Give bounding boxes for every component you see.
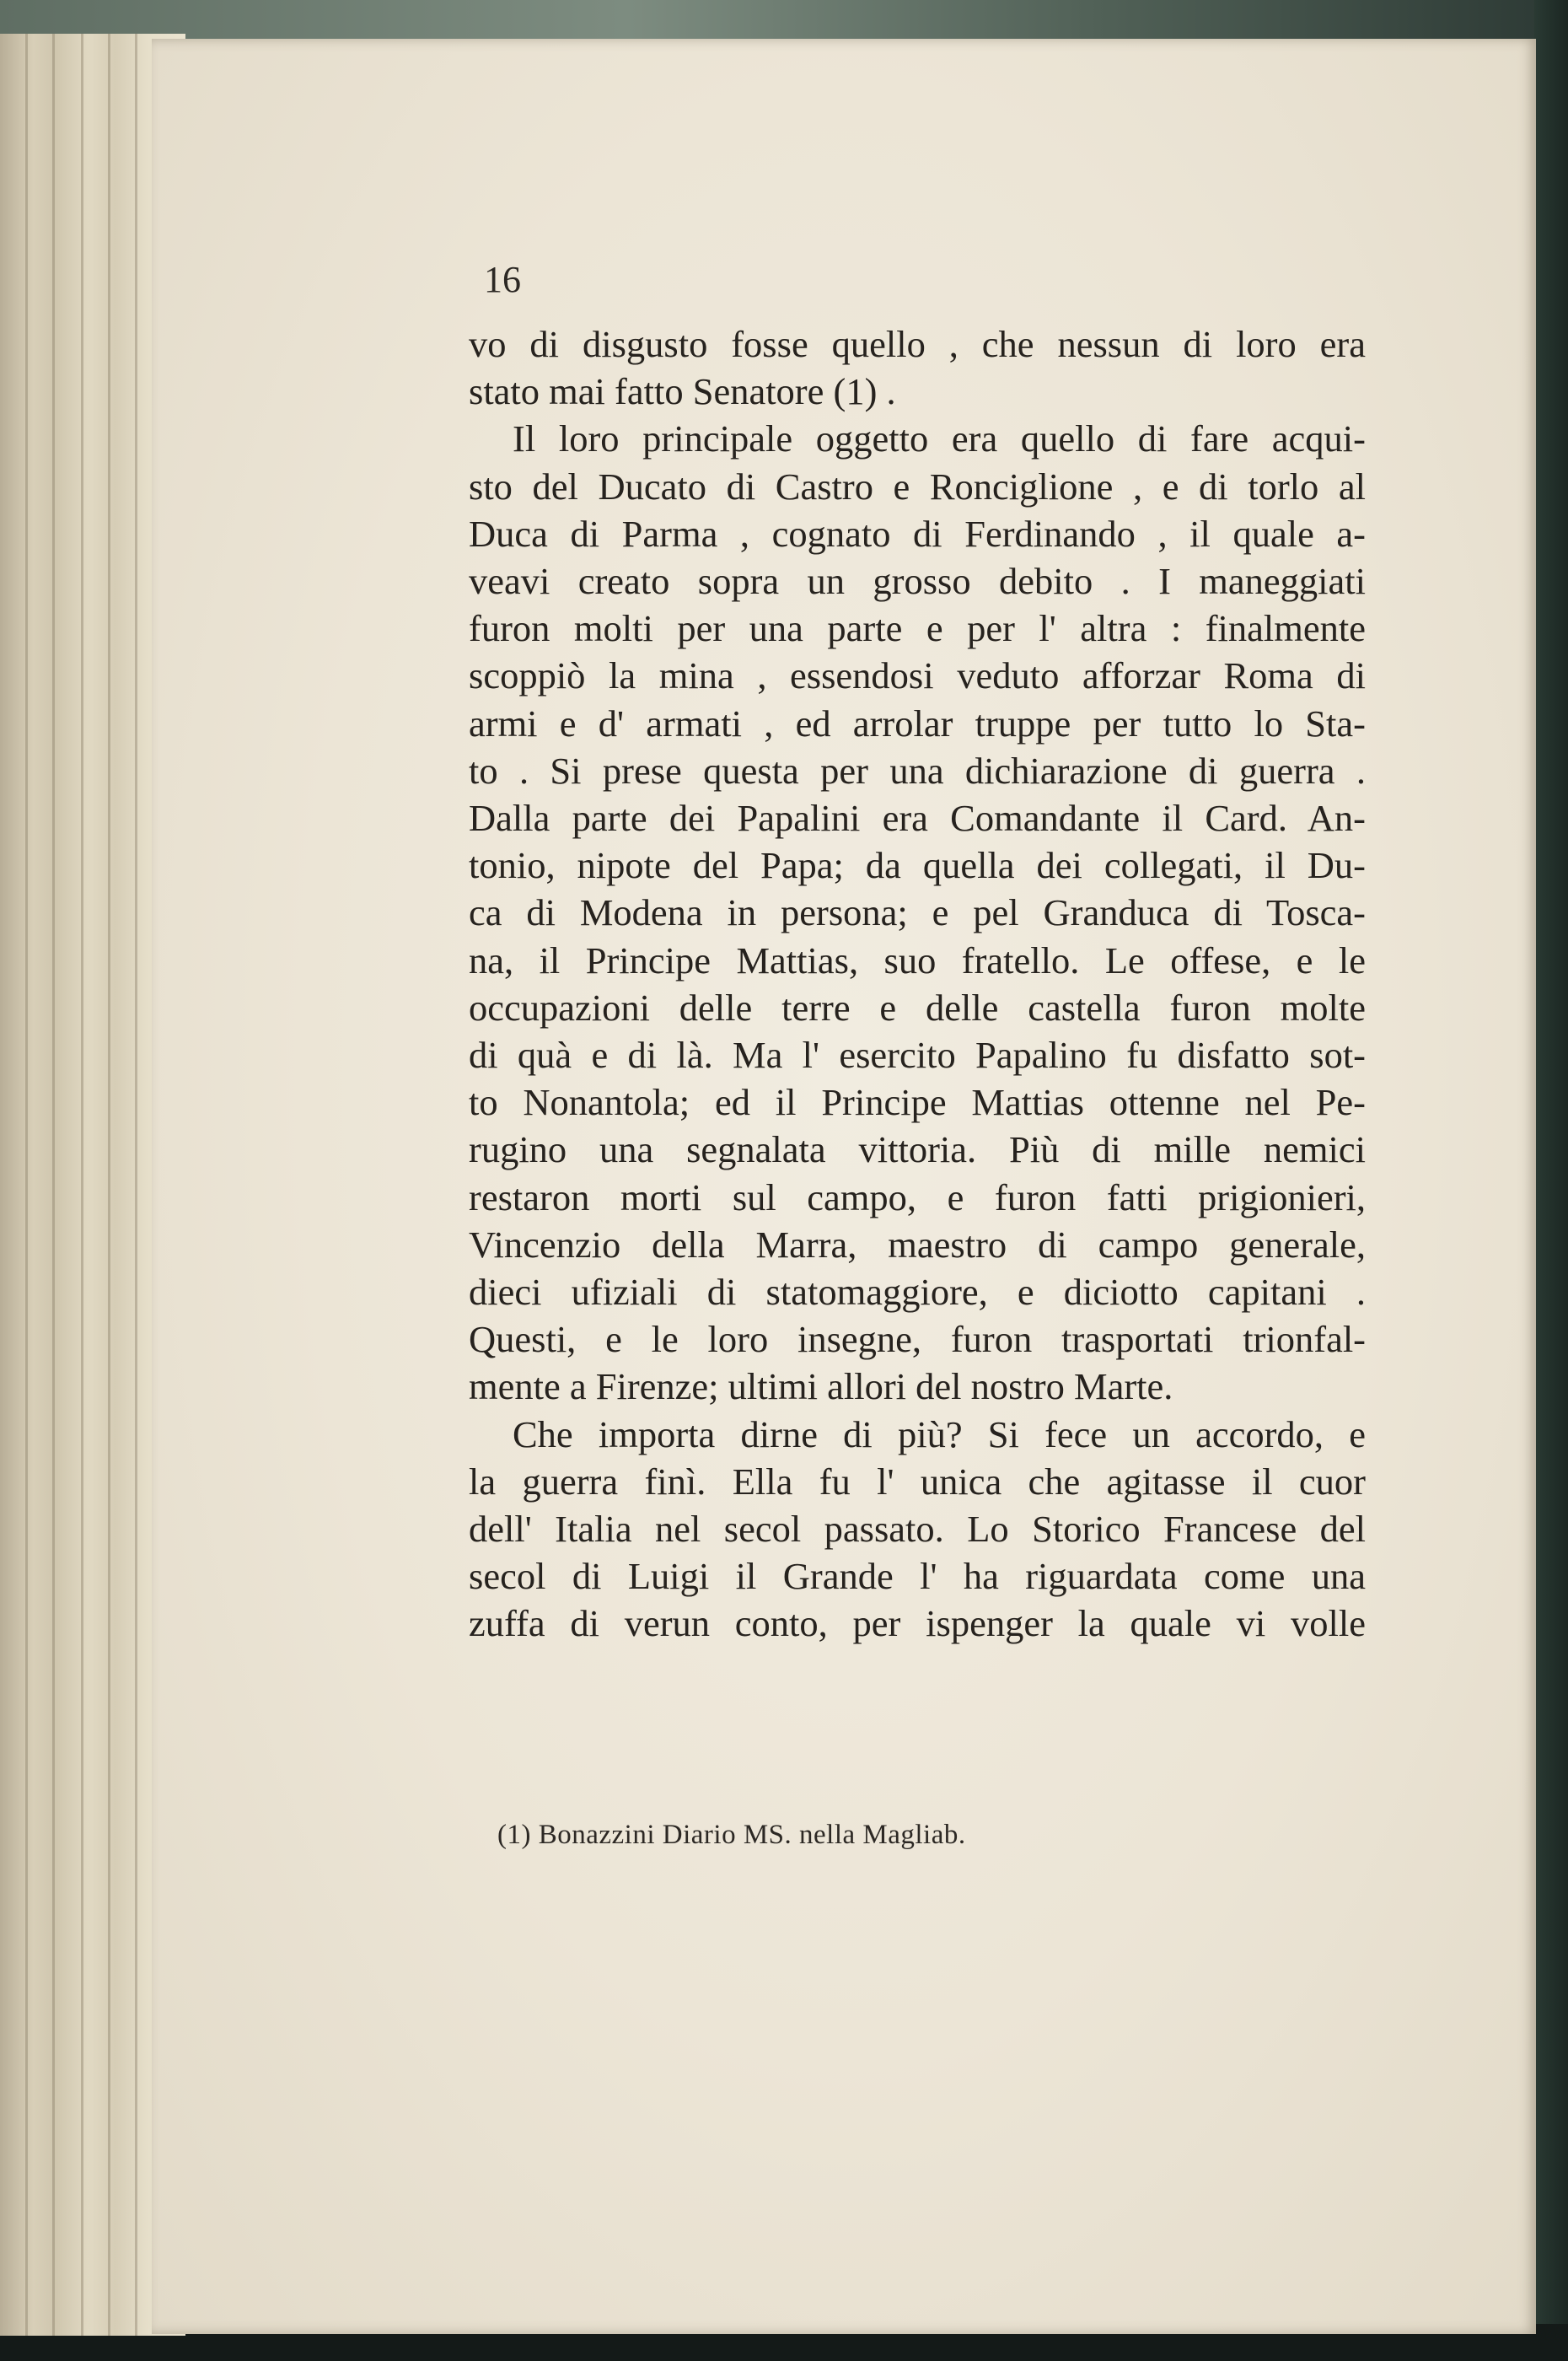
page-edge-line: [135, 34, 137, 2336]
text-line: sto del Ducato di Castro e Ronciglione , e di torlo al: [469, 465, 1366, 508]
text-line: armi e d' armati , ed arrolar truppe per tutto lo Sta-: [469, 702, 1366, 745]
text-line: dell' Italia nel secol passato. Lo Storico Francese del: [469, 1508, 1366, 1551]
text-line: scoppiò la mina , essendosi veduto afforzar Roma di: [469, 654, 1366, 697]
text-line: ca di Modena in persona; e pel Granduca di Tosca-: [469, 891, 1366, 934]
text-line: furon molti per una parte e per l' altra : finalmente: [469, 607, 1366, 650]
text-line: stato mai fatto Senatore (1) .: [469, 370, 896, 413]
body-text: [469, 320, 1366, 1648]
page-edge-line: [25, 34, 28, 2336]
text-line: Che importa dirne di più? Si fece un accordo, e: [513, 1412, 1366, 1455]
text-line: Duca di Parma , cognato di Ferdinando , il quale a-: [469, 512, 1366, 555]
text-line: to Nonantola; ed il Principe Mattias ottenne nel Pe-: [469, 1081, 1366, 1124]
text-line: tonio, nipote del Papa; da quella dei collegati, il Du-: [469, 844, 1366, 887]
text-line: secol di Luigi il Grande l' ha riguardata come una: [469, 1555, 1366, 1598]
text-line: restaron morti sul campo, e furon fatti prigionieri,: [469, 1175, 1366, 1218]
text-line: zuffa di verun conto, per ispenger la quale vi volle: [469, 1602, 1366, 1645]
text-line: Vincenzio della Marra, maestro di campo generale,: [469, 1223, 1366, 1266]
page-edge-line: [52, 34, 55, 2336]
text-line: rugino una segnalata vittoria. Più di mille nemici: [469, 1128, 1366, 1171]
text-line: mente a Firenze; ultimi allori del nostro Marte.: [469, 1365, 1173, 1408]
text-line: vo di disgusto fosse quello , che nessun di loro era: [469, 323, 1366, 365]
text-line: veavi creato sopra un grosso debito . I maneggiati: [469, 560, 1366, 603]
page-edge-line: [81, 34, 83, 2336]
text-line: to . Si prese questa per una dichiarazione di guerra .: [469, 749, 1366, 792]
text-line: la guerra finì. Ella fu l' unica che agitasse il cuor: [469, 1460, 1366, 1503]
text-line: occupazioni delle terre e delle castella furon molte: [469, 986, 1366, 1029]
text-line: Il loro principale oggetto era quello di fare acqui-: [513, 417, 1366, 460]
text-line: na, il Principe Mattias, suo fratello. Le offese, e le: [469, 938, 1366, 982]
text-line: Dalla parte dei Papalini era Comandante il Card. An-: [469, 797, 1366, 840]
footnote: (1) Bonazzini Diario MS. nella Magliab.: [497, 1820, 966, 1850]
text-line: Questi, e le loro insegne, furon trasportati trionfal-: [469, 1318, 1366, 1361]
page-number: 16: [484, 259, 521, 300]
text-line: di quà e di là. Ma l' esercito Papalino fu disfatto sot-: [469, 1034, 1366, 1077]
page-edge-line: [108, 34, 110, 2336]
text-line: dieci ufiziali di statomaggiore, e diciotto capitani .: [469, 1271, 1366, 1314]
green-cover-backing-right: [1534, 0, 1568, 2361]
